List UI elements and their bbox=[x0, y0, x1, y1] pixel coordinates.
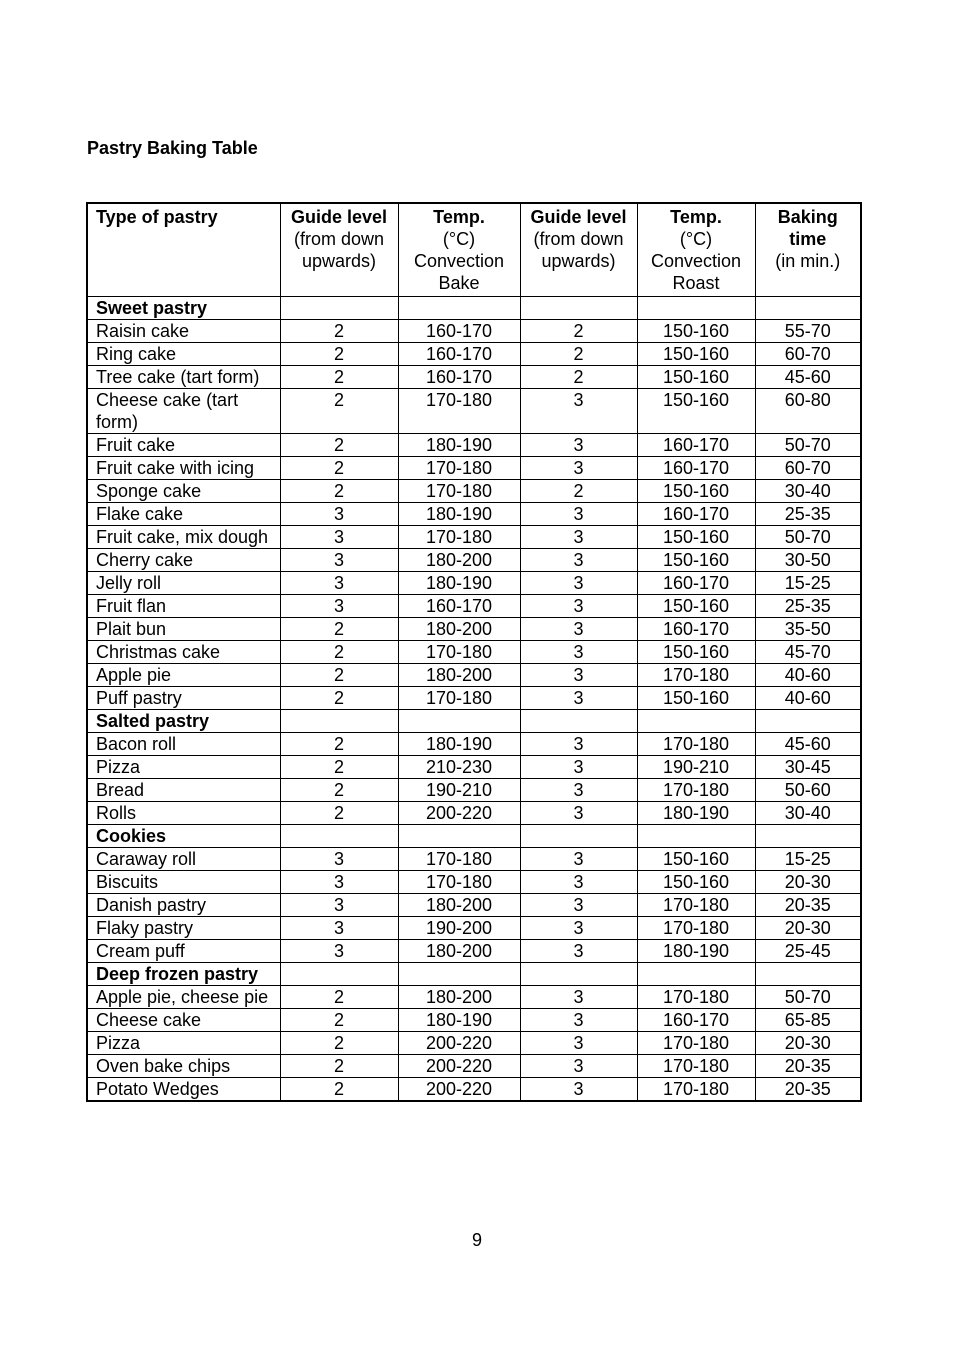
table-row bbox=[87, 733, 861, 756]
table-cell: 2 bbox=[280, 366, 398, 389]
table-cell: 180-190 bbox=[398, 503, 520, 526]
table-row bbox=[87, 526, 861, 549]
table-cell: 180-190 bbox=[398, 434, 520, 457]
table-cell: 3 bbox=[520, 940, 637, 963]
table-cell: 2 bbox=[280, 687, 398, 710]
table-cell: 3 bbox=[520, 1078, 637, 1102]
table-cell: 65-85 bbox=[755, 1009, 861, 1032]
table-cell: 170-180 bbox=[398, 457, 520, 480]
table-row bbox=[87, 1055, 861, 1078]
table-cell: 40-60 bbox=[755, 687, 861, 710]
table-cell: 2 bbox=[520, 320, 637, 343]
table-cell: 170-180 bbox=[637, 986, 755, 1009]
table-cell: 3 bbox=[520, 1055, 637, 1078]
table-cell: 2 bbox=[280, 756, 398, 779]
table-cell bbox=[637, 825, 755, 848]
table-cell: 3 bbox=[520, 526, 637, 549]
table-cell: 45-60 bbox=[755, 366, 861, 389]
pastry-name-cell: Fruit flan bbox=[87, 595, 280, 618]
pastry-name-cell: Cream puff bbox=[87, 940, 280, 963]
table-row bbox=[87, 572, 861, 595]
table-cell: 3 bbox=[280, 503, 398, 526]
table-cell: 170-180 bbox=[398, 480, 520, 503]
table-cell: 150-160 bbox=[637, 320, 755, 343]
table-cell: 20-30 bbox=[755, 871, 861, 894]
table-cell bbox=[520, 963, 637, 986]
table-cell bbox=[755, 963, 861, 986]
pastry-name-cell: Bacon roll bbox=[87, 733, 280, 756]
table-cell bbox=[637, 963, 755, 986]
table-cell: 25-35 bbox=[755, 503, 861, 526]
table-cell: 15-25 bbox=[755, 848, 861, 871]
table-cell: 150-160 bbox=[637, 480, 755, 503]
table-row bbox=[87, 986, 861, 1009]
table-cell: 160-170 bbox=[398, 343, 520, 366]
table-cell: 190-210 bbox=[398, 779, 520, 802]
table-cell: 3 bbox=[520, 733, 637, 756]
table-cell: 2 bbox=[520, 366, 637, 389]
table-cell: 200-220 bbox=[398, 1032, 520, 1055]
table-cell: 3 bbox=[520, 779, 637, 802]
table-cell: 200-220 bbox=[398, 1078, 520, 1102]
table-cell: 2 bbox=[280, 320, 398, 343]
table-cell bbox=[280, 963, 398, 986]
table-cell: 160-170 bbox=[637, 503, 755, 526]
table-cell bbox=[398, 825, 520, 848]
table-cell: 170-180 bbox=[637, 1032, 755, 1055]
table-cell: 25-35 bbox=[755, 595, 861, 618]
table-cell: 160-170 bbox=[637, 434, 755, 457]
header-guide-level-bake: Guide level (from down upwards) bbox=[280, 203, 398, 297]
table-body bbox=[87, 297, 861, 1102]
pastry-name-cell: Christmas cake bbox=[87, 641, 280, 664]
page-number: 9 bbox=[471, 1230, 482, 1250]
table-cell: 180-190 bbox=[398, 733, 520, 756]
table-cell: 160-170 bbox=[398, 595, 520, 618]
table-cell: 2 bbox=[280, 779, 398, 802]
table-row bbox=[87, 1078, 861, 1102]
table-row bbox=[87, 389, 861, 434]
table-cell bbox=[520, 297, 637, 320]
table-row bbox=[87, 641, 861, 664]
pastry-name-cell: Puff pastry bbox=[87, 687, 280, 710]
table-cell: 3 bbox=[520, 618, 637, 641]
table-cell: 170-180 bbox=[637, 1078, 755, 1102]
table-cell: 2 bbox=[280, 1032, 398, 1055]
table-row bbox=[87, 434, 861, 457]
table-cell: 2 bbox=[280, 618, 398, 641]
table-cell: 160-170 bbox=[637, 572, 755, 595]
pastry-name-cell: Ring cake bbox=[87, 343, 280, 366]
table-cell: 3 bbox=[280, 940, 398, 963]
pastry-name-cell: Pizza bbox=[87, 756, 280, 779]
table-cell: 180-200 bbox=[398, 664, 520, 687]
pastry-name-cell: Oven bake chips bbox=[87, 1055, 280, 1078]
table-cell bbox=[520, 825, 637, 848]
table-cell bbox=[280, 710, 398, 733]
table-cell: 50-60 bbox=[755, 779, 861, 802]
table-cell: 160-170 bbox=[637, 618, 755, 641]
table-cell: 170-180 bbox=[637, 917, 755, 940]
table-cell: 60-70 bbox=[755, 343, 861, 366]
table-row bbox=[87, 480, 861, 503]
table-cell: 2 bbox=[280, 1078, 398, 1102]
table-row bbox=[87, 595, 861, 618]
table-row bbox=[87, 894, 861, 917]
pastry-name-cell: Fruit cake, mix dough bbox=[87, 526, 280, 549]
table-row bbox=[87, 940, 861, 963]
table-cell: 200-220 bbox=[398, 802, 520, 825]
table-cell: 55-70 bbox=[755, 320, 861, 343]
table-cell: 150-160 bbox=[637, 343, 755, 366]
table-cell: 180-200 bbox=[398, 986, 520, 1009]
table-cell: 15-25 bbox=[755, 572, 861, 595]
table-cell: 180-200 bbox=[398, 940, 520, 963]
table-cell: 3 bbox=[280, 871, 398, 894]
table-cell: 3 bbox=[520, 986, 637, 1009]
table-cell: 3 bbox=[520, 848, 637, 871]
table-cell: 2 bbox=[280, 480, 398, 503]
table-row bbox=[87, 687, 861, 710]
table-cell: 170-180 bbox=[398, 687, 520, 710]
table-cell: 170-180 bbox=[637, 894, 755, 917]
table-cell: 170-180 bbox=[637, 664, 755, 687]
table-cell: 2 bbox=[280, 664, 398, 687]
section-row bbox=[87, 963, 861, 986]
header-guide-level-roast: Guide level (from down upwards) bbox=[520, 203, 637, 297]
table-row bbox=[87, 320, 861, 343]
table-cell: 3 bbox=[520, 549, 637, 572]
table-cell: 2 bbox=[280, 733, 398, 756]
table-cell: 150-160 bbox=[637, 366, 755, 389]
table-row bbox=[87, 664, 861, 687]
table-cell bbox=[520, 710, 637, 733]
table-cell bbox=[398, 710, 520, 733]
pastry-name-cell: Flake cake bbox=[87, 503, 280, 526]
table-cell: 200-220 bbox=[398, 1055, 520, 1078]
table-cell: 170-180 bbox=[398, 641, 520, 664]
table-cell: 190-210 bbox=[637, 756, 755, 779]
table-cell: 180-190 bbox=[637, 940, 755, 963]
section-label: Deep frozen pastry bbox=[87, 963, 280, 986]
table-cell: 60-70 bbox=[755, 457, 861, 480]
pastry-name-cell: Danish pastry bbox=[87, 894, 280, 917]
table-header-row bbox=[87, 203, 861, 297]
table-cell: 3 bbox=[520, 389, 637, 434]
header-temp-convection-bake: Temp. (°C) Convection Bake bbox=[398, 203, 520, 297]
table-cell: 160-170 bbox=[398, 366, 520, 389]
table-cell: 25-45 bbox=[755, 940, 861, 963]
page-title: Pastry Baking Table bbox=[87, 138, 258, 158]
table-cell: 2 bbox=[280, 434, 398, 457]
pastry-name-cell: Jelly roll bbox=[87, 572, 280, 595]
table-cell: 180-190 bbox=[637, 802, 755, 825]
pastry-name-cell: Cherry cake bbox=[87, 549, 280, 572]
table-row bbox=[87, 366, 861, 389]
table-cell: 170-180 bbox=[398, 389, 520, 434]
table-cell: 2 bbox=[280, 343, 398, 366]
table-row bbox=[87, 917, 861, 940]
table-cell: 150-160 bbox=[637, 526, 755, 549]
table-cell: 190-200 bbox=[398, 917, 520, 940]
pastry-name-cell: Cheese cake bbox=[87, 1009, 280, 1032]
table-cell: 30-45 bbox=[755, 756, 861, 779]
table-cell: 160-170 bbox=[637, 1009, 755, 1032]
table-row bbox=[87, 802, 861, 825]
table-cell bbox=[280, 825, 398, 848]
table-cell: 3 bbox=[520, 1009, 637, 1032]
table-cell: 170-180 bbox=[637, 779, 755, 802]
table-row bbox=[87, 549, 861, 572]
section-row bbox=[87, 710, 861, 733]
table-cell: 3 bbox=[280, 894, 398, 917]
table-cell: 2 bbox=[280, 389, 398, 434]
pastry-name-cell: Sponge cake bbox=[87, 480, 280, 503]
table-cell: 3 bbox=[520, 503, 637, 526]
pastry-name-cell: Pizza bbox=[87, 1032, 280, 1055]
table-row bbox=[87, 457, 861, 480]
table-cell: 150-160 bbox=[637, 848, 755, 871]
table-cell: 170-180 bbox=[637, 733, 755, 756]
table-cell: 3 bbox=[520, 457, 637, 480]
table-row bbox=[87, 618, 861, 641]
table-row bbox=[87, 1009, 861, 1032]
pastry-name-cell: Apple pie bbox=[87, 664, 280, 687]
table-cell: 3 bbox=[520, 756, 637, 779]
pastry-name-cell: Tree cake (tart form) bbox=[87, 366, 280, 389]
table-cell: 210-230 bbox=[398, 756, 520, 779]
table-cell: 3 bbox=[280, 848, 398, 871]
table-cell: 30-40 bbox=[755, 802, 861, 825]
table-cell: 50-70 bbox=[755, 434, 861, 457]
table-cell: 2 bbox=[280, 1009, 398, 1032]
table-cell: 3 bbox=[520, 917, 637, 940]
table-cell: 3 bbox=[280, 595, 398, 618]
pastry-name-cell: Raisin cake bbox=[87, 320, 280, 343]
table-cell bbox=[637, 297, 755, 320]
table-cell: 20-35 bbox=[755, 1055, 861, 1078]
table-cell: 170-180 bbox=[398, 848, 520, 871]
table-cell: 2 bbox=[520, 480, 637, 503]
table-cell: 170-180 bbox=[398, 526, 520, 549]
table-cell: 180-200 bbox=[398, 549, 520, 572]
table-cell: 3 bbox=[520, 871, 637, 894]
table-cell: 180-200 bbox=[398, 894, 520, 917]
pastry-name-cell: Apple pie, cheese pie bbox=[87, 986, 280, 1009]
table-cell: 3 bbox=[280, 526, 398, 549]
table-cell bbox=[637, 710, 755, 733]
pastry-name-cell: Biscuits bbox=[87, 871, 280, 894]
table-cell: 20-30 bbox=[755, 1032, 861, 1055]
header-type-of-pastry: Type of pastry bbox=[87, 203, 280, 297]
table-cell: 30-40 bbox=[755, 480, 861, 503]
table-cell: 45-70 bbox=[755, 641, 861, 664]
table-cell bbox=[398, 963, 520, 986]
table-row bbox=[87, 343, 861, 366]
table-cell: 3 bbox=[520, 595, 637, 618]
table-row bbox=[87, 871, 861, 894]
table-cell: 180-190 bbox=[398, 1009, 520, 1032]
pastry-name-cell: Caraway roll bbox=[87, 848, 280, 871]
table-cell: 3 bbox=[280, 549, 398, 572]
table-cell: 3 bbox=[520, 641, 637, 664]
pastry-name-cell: Fruit cake with icing bbox=[87, 457, 280, 480]
table-cell: 3 bbox=[520, 1032, 637, 1055]
table-cell: 2 bbox=[280, 641, 398, 664]
header-temp-convection-roast: Temp. (°C) Convection Roast bbox=[637, 203, 755, 297]
table-cell: 150-160 bbox=[637, 595, 755, 618]
pastry-name-cell: Plait bun bbox=[87, 618, 280, 641]
table-cell: 3 bbox=[520, 894, 637, 917]
table-row bbox=[87, 1032, 861, 1055]
table-cell: 160-170 bbox=[637, 457, 755, 480]
table-cell bbox=[280, 297, 398, 320]
table-cell bbox=[755, 710, 861, 733]
section-row bbox=[87, 825, 861, 848]
header-baking-time: Baking time (in min.) bbox=[755, 203, 861, 297]
pastry-baking-table bbox=[86, 202, 862, 1102]
pastry-name-cell: Fruit cake bbox=[87, 434, 280, 457]
table-cell bbox=[755, 297, 861, 320]
table-cell: 2 bbox=[280, 986, 398, 1009]
table-cell: 3 bbox=[520, 664, 637, 687]
table-cell: 30-50 bbox=[755, 549, 861, 572]
table-cell bbox=[398, 297, 520, 320]
table-cell: 160-170 bbox=[398, 320, 520, 343]
table-cell: 3 bbox=[520, 434, 637, 457]
section-label: Sweet pastry bbox=[87, 297, 280, 320]
table-cell: 50-70 bbox=[755, 986, 861, 1009]
table-cell: 150-160 bbox=[637, 871, 755, 894]
table-cell: 20-35 bbox=[755, 1078, 861, 1102]
table-cell: 2 bbox=[520, 343, 637, 366]
table-row bbox=[87, 756, 861, 779]
table-cell: 180-190 bbox=[398, 572, 520, 595]
table-cell: 2 bbox=[280, 457, 398, 480]
section-row bbox=[87, 297, 861, 320]
table-cell: 20-35 bbox=[755, 894, 861, 917]
table-cell: 40-60 bbox=[755, 664, 861, 687]
table-cell: 150-160 bbox=[637, 389, 755, 434]
table-cell: 2 bbox=[280, 802, 398, 825]
table-cell: 150-160 bbox=[637, 641, 755, 664]
table-cell: 3 bbox=[520, 802, 637, 825]
pastry-name-cell: Bread bbox=[87, 779, 280, 802]
pastry-name-cell: Cheese cake (tart form) bbox=[87, 389, 280, 434]
table-cell: 150-160 bbox=[637, 687, 755, 710]
table-cell: 3 bbox=[520, 687, 637, 710]
table-cell: 3 bbox=[280, 917, 398, 940]
table-cell: 3 bbox=[280, 572, 398, 595]
pastry-name-cell: Potato Wedges bbox=[87, 1078, 280, 1102]
table-cell bbox=[755, 825, 861, 848]
table-cell: 50-70 bbox=[755, 526, 861, 549]
table-cell: 180-200 bbox=[398, 618, 520, 641]
table-cell: 170-180 bbox=[637, 1055, 755, 1078]
table-row bbox=[87, 779, 861, 802]
table-row bbox=[87, 503, 861, 526]
table-cell: 150-160 bbox=[637, 549, 755, 572]
table-cell: 35-50 bbox=[755, 618, 861, 641]
table-cell: 2 bbox=[280, 1055, 398, 1078]
table-cell: 60-80 bbox=[755, 389, 861, 434]
table-cell: 45-60 bbox=[755, 733, 861, 756]
pastry-name-cell: Flaky pastry bbox=[87, 917, 280, 940]
table-cell: 170-180 bbox=[398, 871, 520, 894]
table-cell: 3 bbox=[520, 572, 637, 595]
table-cell: 20-30 bbox=[755, 917, 861, 940]
table-row bbox=[87, 848, 861, 871]
section-label: Salted pastry bbox=[87, 710, 280, 733]
section-label: Cookies bbox=[87, 825, 280, 848]
pastry-name-cell: Rolls bbox=[87, 802, 280, 825]
